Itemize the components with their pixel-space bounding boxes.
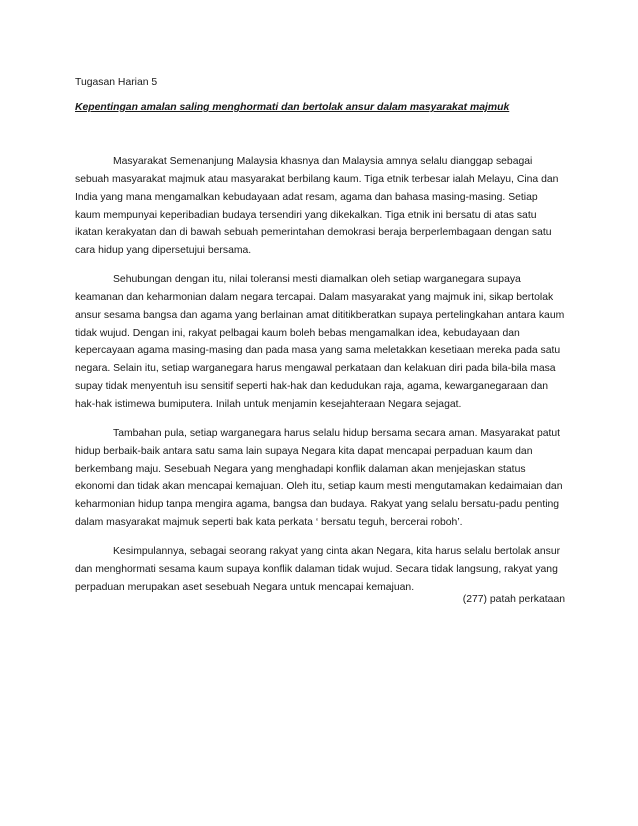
paragraph-3: Tambahan pula, setiap warganegara harus selalu hidup bersama secara aman. Masyarakat patut hidup berbaik-baik antara satu sama lain supaya Negara kita dapat mencapai perpaduan kaum dan berkembang maju. Sesebuah Negara yang menghadapi konflik dalaman akan menjejaskan status ekonomi dan tidak akan mencapai kemajuan. Oleh itu, setiap kaum mesti mengutamakan kedaimaian dan keharmonian hidup tanpa mengira agama, bangsa dan budaya. Rakyat yang selalu bersatu-padu penting dalam masyarakat majmuk seperti bak kata perkata ‘ bersatu teguh, bercerai roboh’. — [75, 427, 563, 529]
word-count: (277) patah perkataan — [462, 594, 565, 605]
paragraph-1: Masyarakat Semenanjung Malaysia khasnya dan Malaysia amnya selalu dianggap sebagai sebuah masyarakat majmuk atau masyarakat berbilang kaum. Tiga etnik terbesar ialah Melayu, Cina dan India yang mana mengamalkan kebudayaan adat resam, agama dan bahasa masing-masing. Setiap kaum mempunyai keperibadian budaya tersendiri yang dikekalkan. Tiga etnik ini bersatu di atas satu ikatan kerakyatan dan di bawah sebuah pemerintahan demokrasi beraja berperlembagaan dengan satu cara hidup yang dipersetujui bersama. — [75, 156, 559, 257]
paragraph-2: Sehubungan dengan itu, nilai toleransi mesti diamalkan oleh setiap warganegara supaya keamanan dan keharmonian dalam negara tercapai. Dalam masyarakat yang majmuk ini, sikap bertolak ansur sesama bangsa dan agama yang berlainan amat dititikberatkan supaya pertelingkahan antara kaum tidak wujud. Dengan ini, rakyat pelbagai kaum boleh bebas mengamalkan idea, kebudayaan dan kepercayaan agama masing-masing dan pada masa yang sama meletakkan kesetiaan mereka pada satu negara. Selain itu, setiap warganegara harus mengawal perkataan dan kelakuan diri pada bila-bila masa supay tidak menyentuh isu sensitif seperti hak-hak dan kedudukan raja, agama, kewarganegaraan dan hak-hak istimewa bumiputera. Inilah untuk menjamin kesejahteraan Negara sejagat. — [75, 274, 565, 410]
paragraph-4: Kesimpulannya, sebagai seorang rakyat yang cinta akan Negara, kita harus selalu bertolak ansur dan menghormati sesama kaum supaya konflik dalaman tidak wujud. Secara tidak langsung, rakyat yang perpaduan merupakan aset sesebuah Negara untuk mencapai kemajuan. — [75, 545, 561, 593]
essay-title: Kepentingan amalan saling menghormati dan bertolak ansur dalam masyarakat majmuk — [75, 102, 510, 113]
essay-body — [75, 153, 565, 607]
assignment-label: Tugasan Harian 5 — [75, 77, 158, 88]
